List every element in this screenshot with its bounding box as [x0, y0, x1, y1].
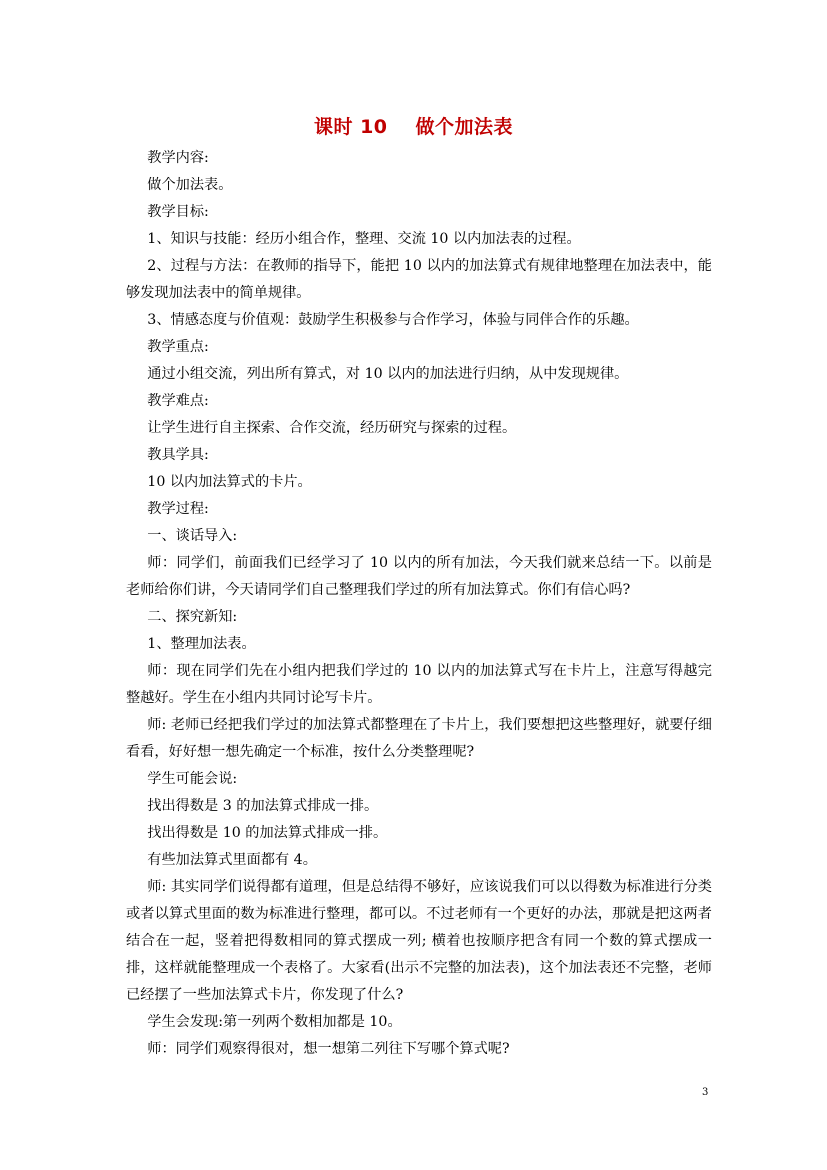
page-number: 3	[702, 1087, 709, 1098]
paragraph: 找出得数是 10 的加法算式排成一排。	[147, 825, 388, 841]
document-body	[126, 145, 712, 1063]
paragraph: 二、探究新知:	[147, 609, 238, 625]
paragraph: 学生可能会说:	[147, 771, 238, 787]
paragraph: 师: 老师已经把我们学过的加法算式都整理在了卡片上，我们要想把这些整理好，就要仔细看看，好好想一想先确定一个标准，按什么分类整理呢?	[126, 717, 712, 760]
paragraph: 有些加法算式里面都有 4。	[147, 852, 317, 868]
paragraph: 教学难点:	[147, 393, 209, 409]
paragraph: 找出得数是 3 的加法算式排成一排。	[147, 798, 379, 814]
page-title	[0, 112, 827, 139]
paragraph: 1、知识与技能：经历小组合作，整理、交流 10 以内加法表的过程。	[147, 231, 581, 247]
paragraph: 学生会发现:第一列两个数相加都是 10。	[147, 1014, 402, 1030]
paragraph: 3、情感态度与价值观：鼓励学生积极参与合作学习，体验与同伴合作的乐趣。	[147, 312, 639, 328]
paragraph: 教学过程:	[147, 501, 209, 517]
paragraph: 教学重点:	[147, 339, 209, 355]
paragraph: 教具学具:	[147, 447, 209, 463]
paragraph: 让学生进行自主探索、合作交流，经历研究与探索的过程。	[147, 420, 517, 436]
lesson-name: 做个加法表	[415, 116, 514, 138]
paragraph: 师：同学们观察得很对，想一想第二列往下写哪个算式呢?	[147, 1041, 510, 1057]
paragraph: 2、过程与方法：在教师的指导下，能把 10 以内的加法算式有规律地整理在加法表中，能够发现加法表中的简单规律。	[126, 258, 712, 301]
paragraph: 师：同学们，前面我们已经学习了 10 以内的所有加法，今天我们就来总结一下。以前是老师给你们讲，今天请同学们自己整理我们学过的所有加法算式。你们有信心吗?	[126, 555, 712, 598]
paragraph: 通过小组交流，列出所有算式，对 10 以内的加法进行归纳，从中发现规律。	[147, 366, 629, 382]
paragraph: 师：现在同学们先在小组内把我们学过的 10 以内的加法算式写在卡片上，注意写得越完整越好。学生在小组内共同讨论写卡片。	[126, 663, 712, 706]
paragraph: 教学内容:	[147, 150, 209, 166]
lesson-number: 课时 10	[313, 116, 388, 138]
paragraph: 10 以内加法算式的卡片。	[147, 474, 312, 490]
paragraph: 一、谈话导入:	[147, 528, 238, 544]
paragraph: 1、整理加法表。	[147, 636, 256, 652]
paragraph: 做个加法表。	[147, 177, 233, 193]
paragraph: 教学目标:	[147, 204, 209, 220]
paragraph: 师: 其实同学们说得都有道理，但是总结得不够好，应该说我们可以以得数为标准进行分类或者以算式里面的数为标准进行整理，都可以。不过老师有一个更好的办法，那就是把这两者结合在一起，竖着把得数相同的算式摆成一列; 横着也按顺序把含有同一个数的算式摆成一排，这样就能整理成一个表格了。大家看(出示不完整的加法表)，这个加法表还不完整，老师已经摆了一些加法算式卡片，你发现了什么?	[126, 879, 712, 1003]
